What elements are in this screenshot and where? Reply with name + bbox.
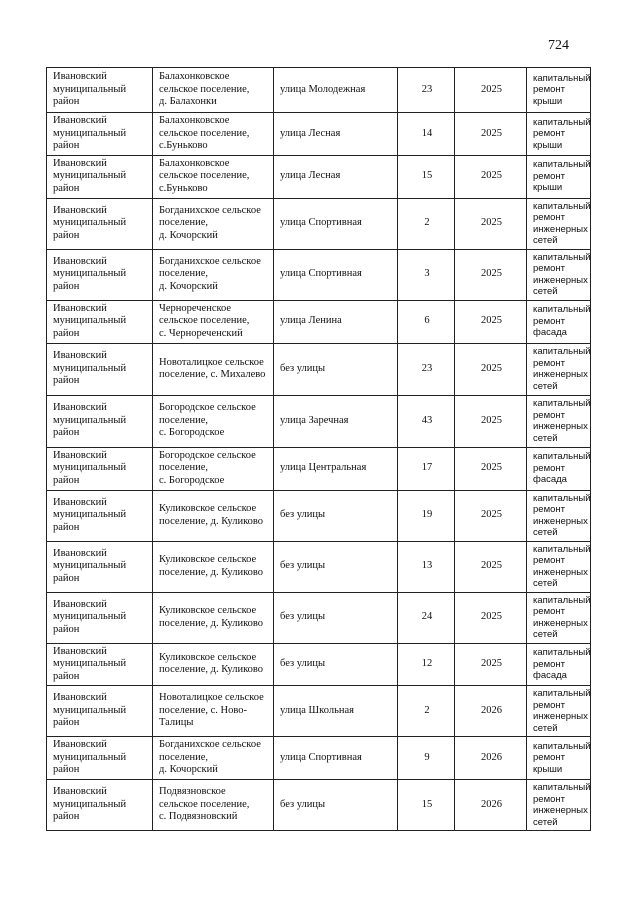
settlement-cell: Богородское сельское поселение, с. Богородское (153, 395, 274, 447)
house-number-cell: 24 (398, 592, 455, 643)
district-cell: Ивановский муниципальный район (47, 343, 153, 395)
table-row (47, 68, 591, 113)
district-cell: Ивановский муниципальный район (47, 300, 153, 343)
table-row (47, 113, 591, 156)
table-row (47, 541, 591, 592)
house-number-cell: 6 (398, 300, 455, 343)
street-cell: улица Центральная (274, 447, 398, 490)
district-cell: Ивановский муниципальный район (47, 541, 153, 592)
house-number-cell: 2 (398, 686, 455, 737)
house-number-cell: 23 (398, 343, 455, 395)
work-type-cell: капитальный ремонт крыши (527, 68, 591, 113)
house-number-cell: 23 (398, 68, 455, 113)
street-cell: улица Спортивная (274, 737, 398, 780)
street-cell: без улицы (274, 592, 398, 643)
year-cell: 2025 (455, 447, 527, 490)
district-cell: Ивановский муниципальный район (47, 155, 153, 198)
year-cell: 2025 (455, 68, 527, 113)
settlement-cell: Куликовское сельское поселение, д. Куликово (153, 490, 274, 541)
work-type-cell: капитальный ремонт инженерных сетей (527, 686, 591, 737)
house-number-cell: 2 (398, 198, 455, 249)
housing-repair-table (46, 67, 591, 831)
year-cell: 2025 (455, 155, 527, 198)
table-row (47, 447, 591, 490)
district-cell: Ивановский муниципальный район (47, 686, 153, 737)
street-cell: без улицы (274, 643, 398, 686)
year-cell: 2025 (455, 490, 527, 541)
house-number-cell: 3 (398, 249, 455, 300)
table-row (47, 395, 591, 447)
year-cell: 2025 (455, 113, 527, 156)
table-row (47, 686, 591, 737)
district-cell: Ивановский муниципальный район (47, 780, 153, 831)
house-number-cell: 19 (398, 490, 455, 541)
street-cell: улица Спортивная (274, 249, 398, 300)
work-type-cell: капитальный ремонт фасада (527, 643, 591, 686)
year-cell: 2025 (455, 643, 527, 686)
district-cell: Ивановский муниципальный район (47, 68, 153, 113)
street-cell: улица Ленина (274, 300, 398, 343)
district-cell: Ивановский муниципальный район (47, 447, 153, 490)
district-cell: Ивановский муниципальный район (47, 395, 153, 447)
table-row (47, 198, 591, 249)
work-type-cell: капитальный ремонт инженерных сетей (527, 249, 591, 300)
year-cell: 2026 (455, 780, 527, 831)
street-cell: улица Школьная (274, 686, 398, 737)
work-type-cell: капитальный ремонт инженерных сетей (527, 343, 591, 395)
street-cell: улица Лесная (274, 155, 398, 198)
table-body (47, 68, 591, 831)
work-type-cell: капитальный ремонт инженерных сетей (527, 541, 591, 592)
district-cell: Ивановский муниципальный район (47, 737, 153, 780)
street-cell: без улицы (274, 541, 398, 592)
settlement-cell: Балахонковское сельское поселение, с.Буньково (153, 155, 274, 198)
work-type-cell: капитальный ремонт крыши (527, 155, 591, 198)
street-cell: улица Заречная (274, 395, 398, 447)
house-number-cell: 15 (398, 155, 455, 198)
table-row (47, 490, 591, 541)
work-type-cell: капитальный ремонт инженерных сетей (527, 395, 591, 447)
work-type-cell: капитальный ремонт фасада (527, 447, 591, 490)
work-type-cell: капитальный ремонт инженерных сетей (527, 490, 591, 541)
work-type-cell: капитальный ремонт крыши (527, 737, 591, 780)
work-type-cell: капитальный ремонт крыши (527, 113, 591, 156)
street-cell: без улицы (274, 780, 398, 831)
district-cell: Ивановский муниципальный район (47, 592, 153, 643)
house-number-cell: 13 (398, 541, 455, 592)
settlement-cell: Богородское сельское поселение, с. Богородское (153, 447, 274, 490)
table-row (47, 343, 591, 395)
table-row (47, 737, 591, 780)
table-row (47, 592, 591, 643)
house-number-cell: 15 (398, 780, 455, 831)
settlement-cell: Чернореченское сельское поселение, с. Чернореченский (153, 300, 274, 343)
page-number: 724 (548, 38, 569, 53)
street-cell: улица Лесная (274, 113, 398, 156)
settlement-cell: Новоталицкое сельское поселение, с. Ново- Талицы (153, 686, 274, 737)
house-number-cell: 43 (398, 395, 455, 447)
house-number-cell: 9 (398, 737, 455, 780)
street-cell: без улицы (274, 490, 398, 541)
table-row (47, 155, 591, 198)
district-cell: Ивановский муниципальный район (47, 113, 153, 156)
settlement-cell: Куликовское сельское поселение, д. Куликово (153, 643, 274, 686)
settlement-cell: Балахонковское сельское поселение, с.Буньково (153, 113, 274, 156)
street-cell: без улицы (274, 343, 398, 395)
district-cell: Ивановский муниципальный район (47, 490, 153, 541)
street-cell: улица Молодежная (274, 68, 398, 113)
year-cell: 2025 (455, 541, 527, 592)
year-cell: 2025 (455, 343, 527, 395)
settlement-cell: Подвязновское сельское поселение, с. Подвязновский (153, 780, 274, 831)
table-row (47, 300, 591, 343)
year-cell: 2025 (455, 249, 527, 300)
district-cell: Ивановский муниципальный район (47, 198, 153, 249)
house-number-cell: 12 (398, 643, 455, 686)
settlement-cell: Богданихское сельское поселение, д. Кочорский (153, 249, 274, 300)
year-cell: 2025 (455, 395, 527, 447)
district-cell: Ивановский муниципальный район (47, 643, 153, 686)
settlement-cell: Богданихское сельское поселение, д. Кочорский (153, 737, 274, 780)
work-type-cell: капитальный ремонт инженерных сетей (527, 780, 591, 831)
house-number-cell: 17 (398, 447, 455, 490)
settlement-cell: Куликовское сельское поселение, д. Куликово (153, 592, 274, 643)
table-row (47, 249, 591, 300)
street-cell: улица Спортивная (274, 198, 398, 249)
table-row (47, 643, 591, 686)
year-cell: 2025 (455, 300, 527, 343)
settlement-cell: Новоталицкое сельское поселение, с. Михалево (153, 343, 274, 395)
work-type-cell: капитальный ремонт инженерных сетей (527, 592, 591, 643)
year-cell: 2026 (455, 686, 527, 737)
house-number-cell: 14 (398, 113, 455, 156)
work-type-cell: капитальный ремонт инженерных сетей (527, 198, 591, 249)
work-type-cell: капитальный ремонт фасада (527, 300, 591, 343)
year-cell: 2025 (455, 592, 527, 643)
settlement-cell: Балахонковское сельское поселение, д. Балахонки (153, 68, 274, 113)
settlement-cell: Богданихское сельское поселение, д. Кочорский (153, 198, 274, 249)
settlement-cell: Куликовское сельское поселение, д. Куликово (153, 541, 274, 592)
year-cell: 2026 (455, 737, 527, 780)
table-row (47, 780, 591, 831)
district-cell: Ивановский муниципальный район (47, 249, 153, 300)
year-cell: 2025 (455, 198, 527, 249)
